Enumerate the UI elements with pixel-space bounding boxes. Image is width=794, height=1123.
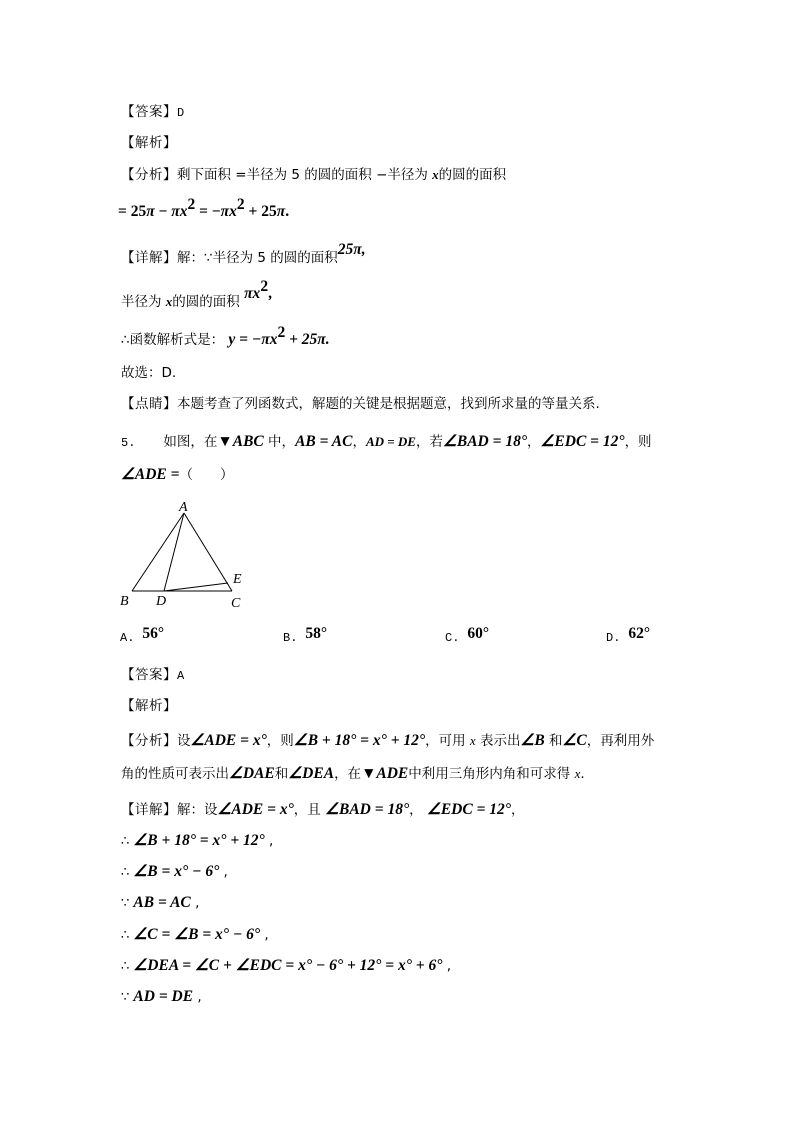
math: ∠EDC = 12°	[426, 801, 511, 818]
text: 的圆的面积	[172, 294, 245, 310]
math: ∠B + 18° = x° + 12°	[133, 832, 265, 849]
formula-part: π	[276, 203, 286, 220]
math: AD = DE	[133, 988, 194, 1005]
solution-step	[121, 925, 269, 945]
option-value: 62°	[628, 625, 651, 642]
formula-part: = −	[195, 203, 221, 220]
formula-part: π	[146, 203, 155, 220]
text: ，	[409, 802, 427, 818]
fenxi-label: 【分析】	[121, 733, 177, 749]
formula-part: πx	[220, 203, 237, 220]
q5-fenxi-line-1	[121, 731, 654, 751]
therefore-symbol: ∴	[121, 959, 134, 974]
therefore-symbol: ∴	[121, 834, 134, 849]
choose-text: 故选：D.	[121, 365, 177, 381]
math: ∠C = ∠B = x° − 6°	[133, 926, 261, 943]
text: 中利用三角形内角和可求得	[408, 766, 575, 782]
math: ∠ADE = x°	[190, 732, 267, 749]
fenxi-content	[121, 766, 585, 782]
text: 和	[274, 766, 289, 782]
triangle-figure	[112, 497, 272, 613]
text: ，	[352, 434, 366, 450]
text: 半径为	[121, 294, 166, 310]
formula-part: πx	[171, 203, 188, 220]
option-letter: B.	[283, 631, 298, 645]
option-letter: C.	[445, 631, 460, 645]
q5-analysis-heading	[121, 696, 177, 716]
because-symbol: ∵	[121, 896, 134, 911]
analysis-heading	[121, 133, 177, 153]
text: 中，	[263, 434, 296, 450]
fenxi-line	[121, 165, 506, 185]
label-e: E	[233, 572, 242, 587]
option-letter: D.	[606, 631, 621, 645]
label-d: D	[156, 594, 167, 609]
solution-step	[121, 862, 228, 882]
solution-step	[121, 987, 202, 1007]
math: ∠B = x° − 6°	[133, 863, 220, 880]
label-a: A	[179, 500, 188, 515]
q5-fenxi-line-2	[121, 764, 585, 784]
text: ,	[193, 989, 202, 1005]
option-value: 56°	[142, 625, 165, 642]
question-5-stem	[121, 432, 652, 452]
option-value: 60°	[467, 625, 490, 642]
radius-x-line	[121, 278, 272, 312]
answer-value: A	[177, 669, 185, 683]
math: ∠ADE = x°	[217, 801, 294, 818]
text: ,	[442, 958, 452, 974]
text: ,	[190, 895, 200, 911]
question-5-ask	[121, 465, 233, 485]
option-b[interactable]	[283, 627, 327, 648]
math: ▼ABC	[217, 433, 264, 450]
exponent: 2	[277, 324, 286, 341]
var-x: x	[469, 733, 476, 748]
answer-value: D	[177, 106, 185, 120]
label-b: B	[120, 594, 129, 609]
text: ，	[527, 434, 541, 450]
xiangjie-label: 【详解】	[121, 802, 177, 818]
var-x: x	[165, 294, 173, 309]
q5-xiangjie-line	[121, 800, 524, 820]
therefore-symbol: ∴	[121, 865, 134, 880]
math: ∠B	[520, 732, 545, 749]
text: ,	[264, 833, 274, 849]
option-c[interactable]	[445, 627, 489, 648]
text: 解：设	[177, 802, 218, 818]
fenxi-text: 剩下面积 =半径为 5 的圆的面积 −半径为	[177, 167, 433, 183]
dianjing-line	[121, 394, 600, 414]
triangle-diagram	[112, 497, 272, 613]
text: ，可用	[425, 733, 470, 749]
question-number: 5.	[121, 436, 136, 450]
analysis-label: 【解析】	[121, 698, 177, 714]
therefore-symbol: ∴	[121, 928, 134, 943]
math: ▼ADE	[361, 765, 409, 782]
option-a[interactable]	[120, 627, 164, 648]
text: ，则	[624, 434, 652, 450]
formula-part: = 25	[118, 203, 147, 220]
math: ∠B + 18° = x° + 12°	[293, 732, 426, 749]
solution-step	[121, 956, 451, 976]
answer-line	[121, 102, 184, 122]
solution-step	[121, 831, 273, 851]
exponent: 2	[260, 278, 269, 295]
math: ∠C	[562, 732, 587, 749]
var-x: x	[574, 766, 581, 781]
because-symbol: ∵	[121, 990, 134, 1005]
math: ∠EDC = 12°	[540, 433, 625, 450]
formula-exponent: 2	[187, 196, 196, 213]
text: ，且	[293, 802, 326, 818]
text: 如图，在	[163, 434, 218, 450]
formula-exponent: 2	[236, 196, 245, 213]
option-letter: A.	[120, 631, 135, 645]
text: 和	[544, 733, 563, 749]
math: πx	[244, 285, 261, 302]
function-line	[121, 324, 330, 350]
analysis-label: 【解析】	[121, 135, 177, 151]
dianjing-label: 【点睛】	[121, 396, 177, 412]
xiangjie-content	[177, 802, 524, 818]
math: ∠BAD = 18°	[325, 801, 410, 818]
answer-blank: （ ）	[179, 467, 234, 483]
fenxi-label: 【分析】	[121, 167, 177, 183]
choose-line	[121, 363, 176, 383]
math: ∠BAD = 18°	[442, 433, 528, 450]
fenxi-text-2: 的圆的面积	[438, 167, 507, 183]
text: ，再利用外	[586, 733, 655, 749]
math: ∠DEA	[288, 765, 335, 782]
math: AB = AC	[133, 894, 191, 911]
xiangjie-line	[121, 241, 366, 268]
dianjing-text: 本题考查了列函数式，解题的关键是根据题意，找到所求量的等量关系.	[177, 396, 600, 412]
fenxi-content	[177, 733, 654, 749]
text: 表示出	[475, 733, 521, 749]
option-d[interactable]	[606, 627, 650, 648]
answer-label: 【答案】	[121, 667, 177, 683]
label-c: C	[231, 596, 241, 611]
text: ,	[219, 864, 228, 880]
text: .	[580, 766, 585, 782]
text: 设	[177, 733, 191, 749]
formula-part: .	[285, 203, 290, 220]
math: y = −πx	[228, 331, 278, 348]
math: ∠DEA = ∠C + ∠EDC = x° − 6° + 12° = x° + 6°	[133, 957, 443, 974]
solution-step	[121, 893, 199, 913]
math: AB = AC	[295, 433, 353, 450]
q5-answer-line	[121, 665, 184, 685]
fenxi-var: x	[432, 167, 439, 182]
xiangjie-label: 【详解】	[121, 250, 177, 266]
math: AD = DE	[365, 434, 416, 449]
xiangjie-text: 解：∵半径为 5 的圆的面积	[177, 250, 338, 266]
text: ，若	[415, 434, 443, 450]
math: ,	[268, 285, 272, 302]
math: + 25π.	[285, 331, 330, 348]
xiangjie-math: 25π,	[337, 241, 366, 258]
text: ，	[510, 802, 525, 818]
text: ∴函数解析式是：	[121, 332, 225, 348]
fenxi-formula	[118, 196, 290, 222]
text: 角的性质可表示出	[121, 766, 229, 782]
option-value: 58°	[305, 625, 328, 642]
text: ，则	[266, 733, 294, 749]
answer-label: 【答案】	[121, 104, 177, 120]
math: ∠DAE	[229, 765, 275, 782]
math: ∠ADE =	[121, 466, 180, 483]
formula-part: −	[154, 203, 172, 220]
text: ,	[260, 927, 269, 943]
formula-part: + 25	[244, 203, 277, 220]
text: ，在	[334, 766, 362, 782]
